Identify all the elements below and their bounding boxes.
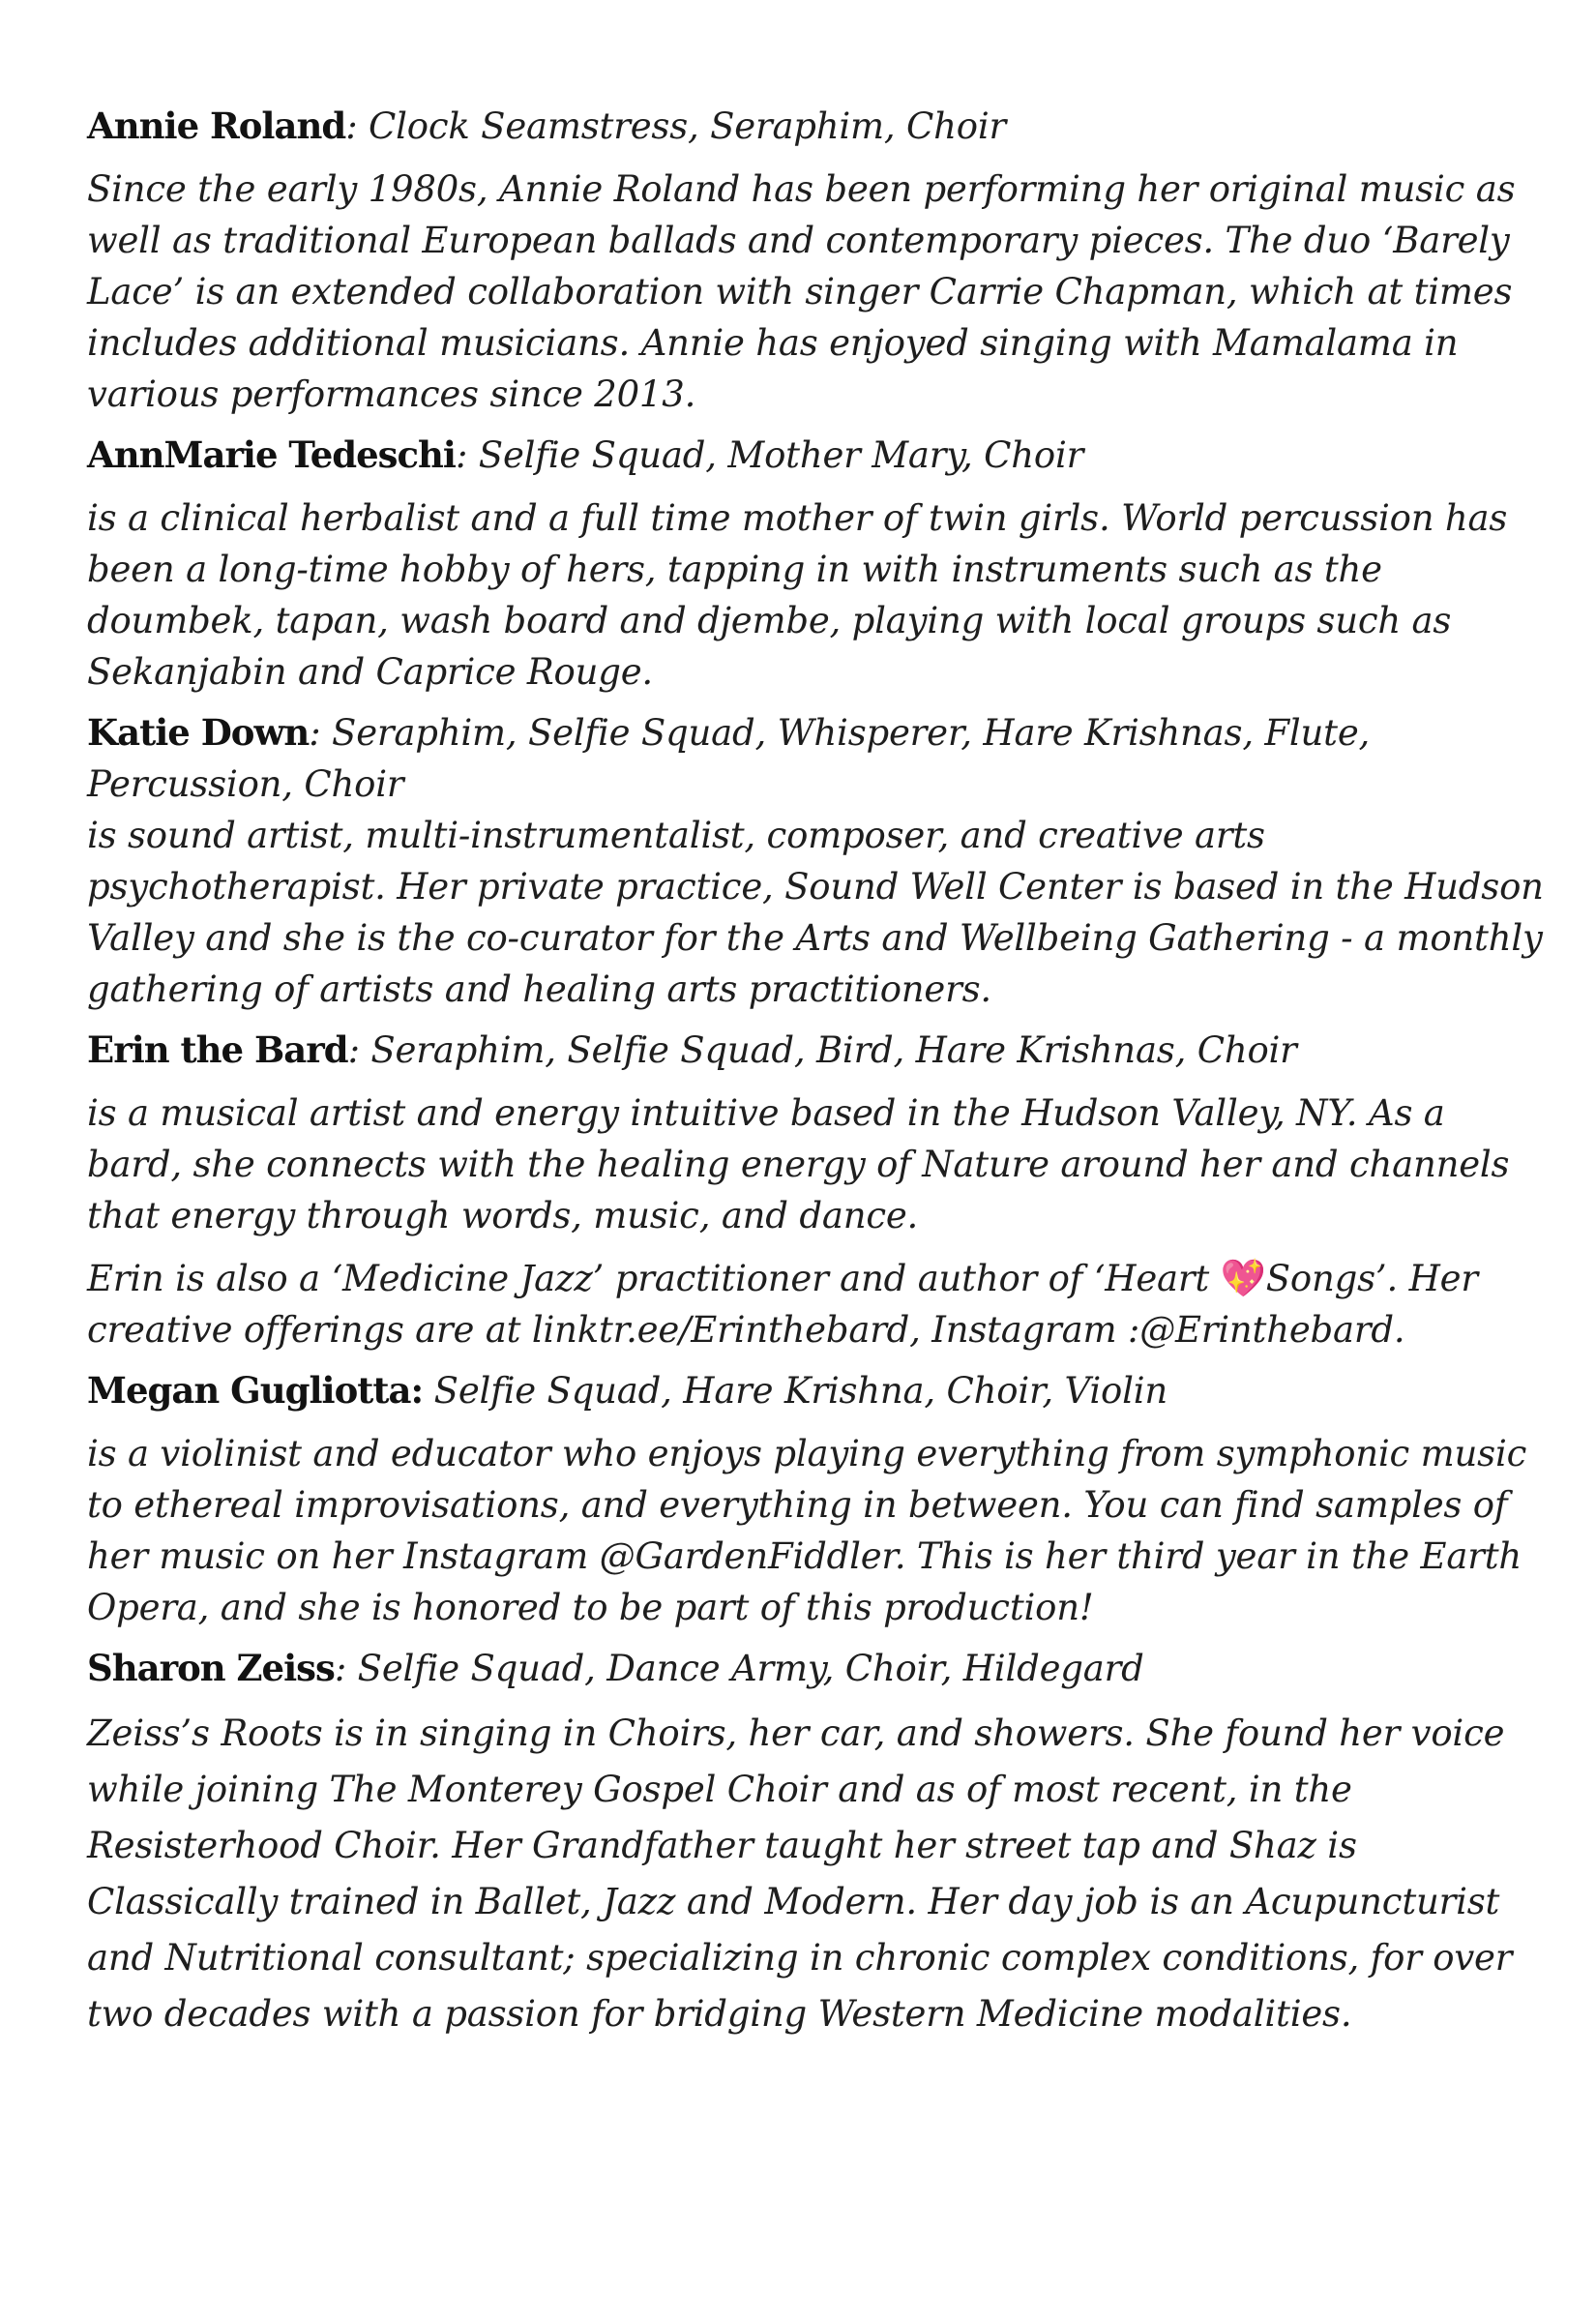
performer-name: Sharon Zeiss (87, 1647, 335, 1689)
name-separator: : (309, 712, 321, 754)
performer-name: Katie Down (87, 711, 310, 754)
bio-paragraph-extra (87, 1253, 1548, 1355)
bio-sharon-zeiss (87, 1643, 1548, 2042)
performer-roles: Selfie Squad, Hare Krishna, Choir, Violin (423, 1370, 1167, 1412)
cast-bios-page (87, 101, 1548, 2042)
performer-roles: Selfie Squad, Dance Army, Choir, Hildegard (346, 1648, 1144, 1689)
performer-name: AnnMarie Tedeschi (87, 433, 456, 476)
performer-roles: Clock Seamstress, Seraphim, Choir (357, 105, 1006, 147)
performer-name: Annie Roland (87, 104, 346, 147)
extra-text-end: Songs’. Her creative offerings are at linktr.ee/Erinthebard, Instagram :@Erinthebard. (87, 1258, 1478, 1351)
extra-text-start: Erin is also a ‘Medicine Jazz’ practitioner and author of ‘Heart (87, 1258, 1221, 1299)
bio-paragraph: Since the early 1980s, Annie Roland has been performing her original music as well as traditional European ballads and contemporary pieces. The duo ‘Barely Lace’ is an extended collaboration with singer Carrie Chapman, which at times includes additional musicians. Annie has enjoyed singing with Mamalama in various performances since 2013. (87, 168, 1516, 415)
bio-katie-down (87, 707, 1548, 1015)
bio-heading (87, 1643, 1548, 1694)
bio-annmarie-tedeschi (87, 430, 1548, 698)
name-separator: : (334, 1648, 347, 1689)
performer-name: Erin the Bard (87, 1028, 348, 1071)
bio-paragraph: is a musical artist and energy intuitive based in the Hudson Valley, NY. As a bard, she connects with the healing energy of Nature around her and channels that energy through words, music, and dance. (87, 1092, 1510, 1236)
bio-heading (87, 707, 1548, 810)
performer-roles: Seraphim, Selfie Squad, Whisperer, Hare Krishnas, Flute, Percussion, Choir (87, 712, 1371, 805)
bio-annie-roland (87, 101, 1548, 420)
sparkling-heart-icon: 💖 (1220, 1257, 1266, 1299)
bio-megan-gugliotta (87, 1365, 1548, 1633)
bio-heading (87, 1365, 1548, 1416)
performer-roles: Seraphim, Selfie Squad, Bird, Hare Krishnas, Choir (359, 1029, 1297, 1071)
bio-heading (87, 1025, 1548, 1076)
name-separator: : (347, 1029, 360, 1071)
bio-erin-the-bard (87, 1025, 1548, 1355)
name-separator: : (455, 434, 468, 476)
bio-paragraph: Zeiss’s Roots is in singing in Choirs, her car, and showers. She found her voice while joining The Monterey Gospel Choir and as of most recent, in the Resisterhood Choir. Her Grandfather taught her street tap and Shaz is Classically trained in Ballet, Jazz and Modern. Her day job is an Acupuncturist and Nutritional consultant; specializing in chronic complex conditions, for over two decades with a passion for bridging Western Medicine modalities. (87, 1712, 1513, 2035)
performer-roles: Selfie Squad, Mother Mary, Choir (467, 434, 1084, 476)
performer-name: Megan Gugliotta: (87, 1369, 424, 1412)
bio-paragraph: is a violinist and educator who enjoys playing everything from symphonic music to ethereal improvisations, and everything in between. You can find samples of her music on her Instagram @GardenFiddler. This is her third year in the Earth Opera, and she is honored to be part of this production! (87, 1433, 1527, 1628)
bio-paragraph: is a clinical herbalist and a full time mother of twin girls. World percussion has been a long-time hobby of hers, tapping in with instruments such as the doumbek, tapan, wash board and djembe, playing with local groups such as Sekanjabin and Caprice Rouge. (87, 497, 1508, 693)
bio-paragraph: is sound artist, multi-instrumentalist, composer, and creative arts psychotherapist. Her private practice, Sound Well Center is based in the Hudson Valley and she is the co-curator for the Arts and Wellbeing Gathering - a monthly gathering of artists and healing arts practitioners. (87, 815, 1544, 1010)
bio-heading (87, 430, 1548, 481)
name-separator: : (345, 105, 358, 147)
bio-heading (87, 101, 1548, 152)
